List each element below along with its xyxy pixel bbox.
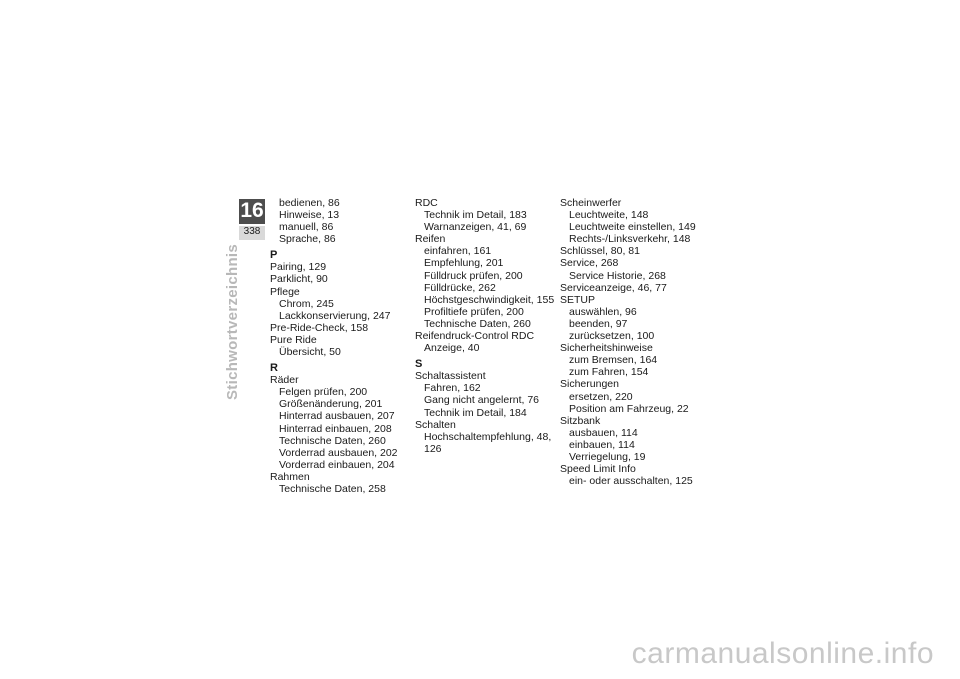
index-entry: Schlüssel, 80, 81 — [560, 245, 640, 258]
index-subentry: Vorderrad ausbauen, 202 — [279, 446, 398, 459]
index-subentry: Vorderrad einbauen, 204 — [279, 458, 395, 471]
index-entry: Pre-Ride-Check, 158 — [270, 321, 369, 334]
index-subentry: ein- oder ausschalten, 125 — [569, 475, 693, 488]
index-subentry: Fülldrücke, 262 — [424, 281, 496, 294]
index-entry: Schaltassistent — [415, 370, 486, 383]
index-entry: Scheinwerfer — [560, 197, 622, 209]
index-subentry: Verriegelung, 19 — [569, 450, 646, 463]
index-entry: SETUP — [560, 293, 596, 306]
chapter-title: Stichwortverzeichnis — [224, 243, 241, 400]
index-subentry: Hinterrad einbauen, 208 — [279, 422, 392, 435]
index-subentry: beenden, 97 — [569, 317, 628, 330]
index-entry: Service, 268 — [560, 257, 619, 270]
index-subentry: ersetzen, 220 — [569, 390, 633, 403]
index-subentry: Warnanzeigen, 41, 69 — [424, 221, 527, 234]
index-subentry: Rechts-/Linksverkehr, 148 — [569, 233, 691, 246]
index-subentry: Leuchtweite, 148 — [569, 209, 649, 222]
index-subentry: Anzeige, 40 — [424, 342, 480, 355]
index-entry: RDC — [415, 197, 438, 209]
chapter-tab — [239, 199, 265, 240]
index-subentry: Technik im Detail, 183 — [424, 209, 527, 222]
index-entry: Reifen — [415, 233, 446, 246]
index-subentry: Felgen prüfen, 200 — [279, 386, 368, 399]
index-subentry: Hochschaltempfehlung, 48, — [424, 430, 552, 443]
index-subentry: auswählen, 96 — [569, 305, 637, 318]
index-subentry: Gang nicht angelernt, 76 — [424, 394, 539, 407]
index-entry: Sicherheitshinweise — [560, 342, 653, 355]
index-entry: Sicherungen — [560, 378, 619, 391]
index-subentry: einfahren, 161 — [424, 245, 492, 258]
index-subentry: Technische Daten, 258 — [279, 482, 386, 495]
index-subentry: zum Fahren, 154 — [569, 366, 649, 379]
index-entry: Schalten — [415, 418, 456, 431]
index-subentry: Profiltiefe prüfen, 200 — [424, 305, 524, 318]
index-letter-heading: P — [270, 249, 278, 262]
index-subentry: manuell, 86 — [279, 221, 334, 234]
index-subentry: Leuchtweite einstellen, 149 — [569, 221, 696, 234]
index-subentry: bedienen, 86 — [279, 197, 340, 209]
index-entry: Parklicht, 90 — [270, 273, 328, 286]
index-entry: Räder — [270, 374, 299, 387]
index-subentry: zurücksetzen, 100 — [569, 330, 655, 343]
index-subentry: Sprache, 86 — [279, 233, 336, 246]
index-entry: Rahmen — [270, 470, 310, 483]
index-entry: Reifendruck-Control RDC — [415, 330, 535, 343]
index-subentry: Hinterrad ausbauen, 207 — [279, 410, 395, 423]
index-entry: Sitzbank — [560, 414, 601, 427]
index-subentry: Größenänderung, 201 — [279, 398, 383, 411]
index-subentry: Höchstgeschwindigkeit, 155 — [424, 293, 555, 306]
index-subentry: Hinweise, 13 — [279, 209, 340, 222]
index-column-3 — [560, 197, 702, 487]
index-entry: Pure Ride — [270, 333, 317, 346]
index-entry: Pflege — [270, 285, 300, 298]
index-subentry: Fülldruck prüfen, 200 — [424, 269, 523, 282]
index-subentry: Technik im Detail, 184 — [424, 406, 527, 419]
index-subentry: Lackkonservierung, 247 — [279, 309, 391, 322]
index-column-1 — [270, 197, 412, 495]
page-number: 338 — [239, 224, 265, 240]
index-letter-heading: S — [415, 358, 423, 371]
index-subentry: 126 — [424, 442, 442, 455]
index-subentry: Empfehlung, 201 — [424, 257, 504, 270]
index-subentry: Position am Fahrzeug, 22 — [569, 402, 689, 415]
index-subentry: Technische Daten, 260 — [424, 317, 531, 330]
index-subentry: Übersicht, 50 — [279, 346, 341, 359]
chapter-number: 16 — [240, 199, 264, 222]
index-subentry: einbauen, 114 — [569, 438, 635, 451]
index-column-2 — [415, 197, 557, 455]
index-subentry: ausbauen, 114 — [569, 426, 638, 439]
index-subentry: zum Bremsen, 164 — [569, 354, 658, 367]
index-letter-heading: R — [270, 362, 278, 375]
index-entry: Pairing, 129 — [270, 261, 327, 274]
index-subentry: Chrom, 245 — [279, 297, 334, 310]
index-subentry: Technische Daten, 260 — [279, 434, 386, 447]
index-subentry: Service Historie, 268 — [569, 269, 666, 282]
index-entry: Speed Limit Info — [560, 463, 636, 476]
watermark: carmanualsonline.info — [631, 637, 934, 670]
index-entry: Serviceanzeige, 46, 77 — [560, 281, 667, 294]
index-subentry: Fahren, 162 — [424, 382, 481, 395]
